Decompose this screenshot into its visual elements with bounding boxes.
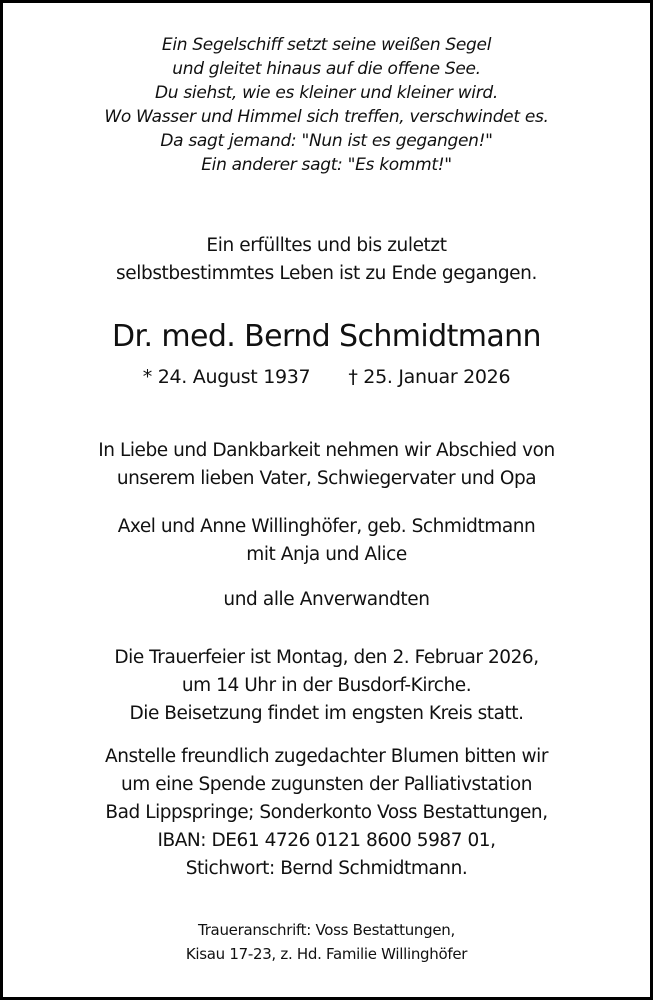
- donation-line: um eine Spende zugunsten der Palliativstation: [120, 774, 533, 795]
- donation-line: Anstelle freundlich zugedachter Blumen bitten wir: [105, 746, 548, 767]
- mourner-line: mit Anja und Alice: [246, 544, 407, 565]
- farewell-line: unserem lieben Vater, Schwiegervater und Opa: [116, 468, 537, 489]
- mourning-address: [3, 918, 650, 966]
- poem-line: und gleitet hinaus auf die offene See.: [172, 59, 481, 79]
- farewell-line: In Liebe und Dankbarkeit nehmen wir Abschied von: [98, 440, 555, 461]
- life-dates: [3, 363, 650, 391]
- mourner-line: Axel und Anne Willinghöfer, geb. Schmidtmann: [117, 516, 536, 537]
- donation-request: [3, 743, 650, 883]
- donation-keyword-line: Stichwort: Bernd Schmidtmann.: [185, 858, 468, 879]
- address-line: Traueranschrift: Voss Bestattungen,: [198, 921, 455, 939]
- donation-line: Bad Lippspringe; Sonderkonto Voss Bestattungen,: [105, 802, 548, 823]
- address-line: Kisau 17-23, z. Hd. Familie Willinghöfer: [185, 945, 468, 963]
- mourners: [3, 513, 650, 569]
- intro-text: [3, 232, 650, 288]
- poem: [3, 33, 650, 177]
- iban-line: IBAN: DE61 4726 0121 8600 5987 01,: [157, 830, 496, 851]
- ceremony-line: Die Trauerfeier ist Montag, den 2. Februar 2026,: [114, 647, 539, 668]
- poem-line: Ein anderer sagt: "Es kommt!": [201, 155, 452, 175]
- poem-line: Da sagt jemand: "Nun ist es gegangen!": [160, 131, 493, 151]
- death-date: † 25. Januar 2026: [348, 366, 511, 388]
- poem-line: Wo Wasser und Himmel sich treffen, verschwindet es.: [104, 107, 549, 127]
- poem-line: Du siehst, wie es kleiner und kleiner wird.: [154, 83, 499, 103]
- farewell-text: [3, 437, 650, 493]
- ceremony-info: [3, 644, 650, 728]
- deceased-name: Dr. med. Bernd Schmidtmann: [112, 319, 541, 354]
- ceremony-line: Die Beisetzung findet im engsten Kreis statt.: [129, 703, 524, 724]
- intro-line: Ein erfülltes und bis zuletzt: [206, 235, 447, 256]
- relatives-line: und alle Anverwandten: [223, 589, 430, 610]
- birth-date: * 24. August 1937: [142, 366, 311, 388]
- ceremony-line: um 14 Uhr in der Busdorf-Kirche.: [181, 675, 472, 696]
- intro-line: selbstbestimmtes Leben ist zu Ende gegangen.: [116, 263, 537, 284]
- poem-line: Ein Segelschiff setzt seine weißen Segel: [161, 35, 492, 55]
